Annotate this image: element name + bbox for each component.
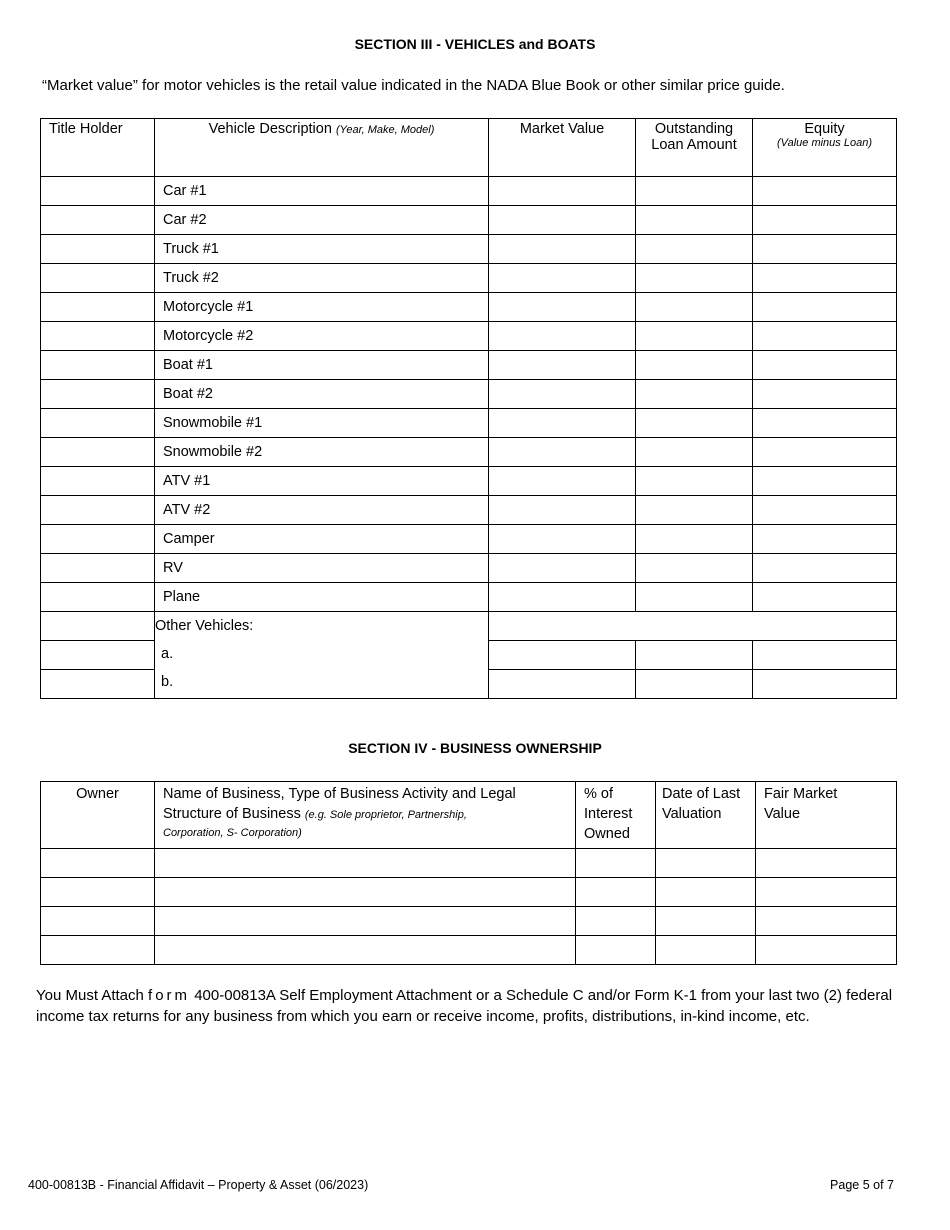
- vehicle-label: Motorcycle #2: [155, 322, 489, 351]
- business-row: [41, 936, 897, 965]
- vehicle-row: [41, 583, 897, 612]
- title-holder-cell[interactable]: [41, 177, 155, 206]
- owner-cell[interactable]: [41, 878, 155, 907]
- equity-cell[interactable]: [753, 409, 897, 438]
- vehicle-row: [41, 322, 897, 351]
- vehicle-row: [41, 409, 897, 438]
- owner-cell[interactable]: [41, 907, 155, 936]
- percent-owned-header: % of Interest Owned: [576, 782, 656, 849]
- other-vehicles-merged-cell: [489, 612, 897, 641]
- loan-amount-header: Outstanding Loan Amount: [636, 119, 753, 177]
- equity-cell[interactable]: [753, 206, 897, 235]
- equity-cell[interactable]: [753, 467, 897, 496]
- title-holder-cell[interactable]: [41, 612, 155, 641]
- market-value-cell[interactable]: [489, 496, 636, 525]
- attachment-notice: You Must Attach form 400-00813A Self Employment Attachment or a Schedule C and/or Form K-1 from your last two (2) federal income tax returns for any business from which you earn or receive income, profits, distributions, in-kind income, etc.: [36, 987, 893, 1025]
- owner-cell[interactable]: [41, 849, 155, 878]
- market-value-cell[interactable]: [489, 409, 636, 438]
- title-holder-header: Title Holder: [41, 119, 155, 177]
- vehicles-table: [40, 118, 897, 699]
- title-holder-cell[interactable]: [41, 293, 155, 322]
- section-3-title: SECTION III - VEHICLES and BOATS: [354, 36, 596, 52]
- vehicle-row: [41, 438, 897, 467]
- valuation-date-header: Date of Last Valuation: [656, 782, 756, 849]
- vehicle-label: Car #1: [155, 177, 489, 206]
- market-value-cell[interactable]: [489, 380, 636, 409]
- vehicle-label: Snowmobile #2: [155, 438, 489, 467]
- vehicle-label: RV: [155, 554, 489, 583]
- loan-amount-cell[interactable]: [636, 235, 753, 264]
- fair-market-value-cell[interactable]: [756, 849, 897, 878]
- market-value-cell[interactable]: [489, 177, 636, 206]
- vehicle-row: [41, 380, 897, 409]
- vehicle-description-header: Vehicle Description (Year, Make, Model): [155, 119, 489, 177]
- vehicle-label: Truck #2: [155, 264, 489, 293]
- loan-amount-cell[interactable]: [636, 583, 753, 612]
- vehicle-row: [41, 351, 897, 380]
- title-holder-cell[interactable]: [41, 351, 155, 380]
- title-holder-cell[interactable]: [41, 670, 155, 699]
- vehicles-header-row: [41, 119, 897, 177]
- equity-cell[interactable]: [753, 235, 897, 264]
- equity-cell[interactable]: [753, 641, 897, 670]
- market-value-cell[interactable]: [489, 438, 636, 467]
- owner-cell[interactable]: [41, 936, 155, 965]
- equity-cell[interactable]: [753, 554, 897, 583]
- equity-cell[interactable]: [753, 670, 897, 699]
- page-number: Page 5 of 7: [830, 1178, 894, 1192]
- percent-owned-cell[interactable]: [576, 849, 656, 878]
- vehicle-label: ATV #2: [155, 496, 489, 525]
- vehicle-row: [41, 467, 897, 496]
- market-value-cell[interactable]: [489, 293, 636, 322]
- equity-cell[interactable]: [753, 177, 897, 206]
- title-holder-cell[interactable]: [41, 206, 155, 235]
- other-vehicles-cell: [155, 612, 489, 699]
- vehicle-label: Camper: [155, 525, 489, 554]
- vehicle-row: [41, 554, 897, 583]
- title-holder-cell[interactable]: [41, 264, 155, 293]
- loan-amount-cell[interactable]: [636, 409, 753, 438]
- other-vehicle-b-label: b.: [161, 674, 174, 690]
- business-row: [41, 878, 897, 907]
- fair-market-value-cell[interactable]: [756, 907, 897, 936]
- title-holder-cell[interactable]: [41, 496, 155, 525]
- vehicle-row: [41, 264, 897, 293]
- market-value-cell[interactable]: [489, 467, 636, 496]
- loan-amount-cell[interactable]: [636, 641, 753, 670]
- valuation-date-cell[interactable]: [656, 849, 756, 878]
- loan-amount-cell[interactable]: [636, 554, 753, 583]
- loan-amount-cell[interactable]: [636, 467, 753, 496]
- market-value-cell[interactable]: [489, 264, 636, 293]
- equity-cell[interactable]: [753, 322, 897, 351]
- vehicle-description-note: (Year, Make, Model): [335, 124, 435, 136]
- form-footer: 400-00813B - Financial Affidavit – Property & Asset (06/2023): [28, 1178, 369, 1192]
- equity-cell[interactable]: [753, 351, 897, 380]
- loan-amount-cell[interactable]: [636, 322, 753, 351]
- vehicle-label: Boat #2: [155, 380, 489, 409]
- loan-amount-cell[interactable]: [636, 351, 753, 380]
- vehicle-row: [41, 293, 897, 322]
- market-value-note: “Market value” for motor vehicles is the retail value indicated in the NADA Blue Book or other similar price guide.: [42, 77, 785, 94]
- valuation-date-cell[interactable]: [656, 878, 756, 907]
- loan-amount-cell[interactable]: [636, 670, 753, 699]
- vehicle-label: Motorcycle #1: [155, 293, 489, 322]
- business-ownership-table: [40, 781, 897, 965]
- fair-market-value-header: Fair Market Value: [756, 782, 897, 849]
- owner-header: Owner: [41, 782, 155, 849]
- other-vehicles-label: Other Vehicles:: [155, 618, 254, 634]
- business-name-header: Name of Business, Type of Business Activity and Legal Structure of Business (e.g. Sole proprietor, Partnership, Corporation, S- Corporation): [155, 782, 576, 849]
- business-header-row: [41, 782, 897, 849]
- equity-cell[interactable]: [753, 583, 897, 612]
- vehicle-row: [41, 235, 897, 264]
- title-holder-cell[interactable]: [41, 409, 155, 438]
- section-4-title: SECTION IV - BUSINESS OWNERSHIP: [348, 740, 602, 756]
- business-name-cell[interactable]: [155, 878, 576, 907]
- loan-amount-cell[interactable]: [636, 525, 753, 554]
- vehicle-label: Snowmobile #1: [155, 409, 489, 438]
- title-holder-cell[interactable]: [41, 322, 155, 351]
- market-value-cell[interactable]: [489, 206, 636, 235]
- other-vehicle-a-label: a.: [161, 646, 174, 662]
- business-name-cell[interactable]: [155, 849, 576, 878]
- vehicle-row: [41, 206, 897, 235]
- equity-cell[interactable]: [753, 438, 897, 467]
- market-value-cell[interactable]: [489, 670, 636, 699]
- loan-amount-cell[interactable]: [636, 496, 753, 525]
- market-value-cell[interactable]: [489, 322, 636, 351]
- loan-amount-cell[interactable]: [636, 264, 753, 293]
- vehicle-row: [41, 525, 897, 554]
- percent-owned-cell[interactable]: [576, 878, 656, 907]
- percent-owned-cell[interactable]: [576, 936, 656, 965]
- title-holder-cell[interactable]: [41, 380, 155, 409]
- market-value-cell[interactable]: [489, 525, 636, 554]
- loan-amount-cell[interactable]: [636, 438, 753, 467]
- title-holder-cell[interactable]: [41, 583, 155, 612]
- equity-header: Equity (Value minus Loan): [753, 119, 897, 177]
- equity-cell[interactable]: [753, 525, 897, 554]
- fair-market-value-cell[interactable]: [756, 936, 897, 965]
- equity-cell[interactable]: [753, 380, 897, 409]
- title-holder-cell[interactable]: [41, 554, 155, 583]
- business-name-cell[interactable]: [155, 907, 576, 936]
- vehicle-label: Truck #1: [155, 235, 489, 264]
- vehicle-label: Plane: [155, 583, 489, 612]
- market-value-cell[interactable]: [489, 583, 636, 612]
- vehicle-label: Boat #1: [155, 351, 489, 380]
- title-holder-cell[interactable]: [41, 438, 155, 467]
- title-holder-cell[interactable]: [41, 525, 155, 554]
- fair-market-value-cell[interactable]: [756, 878, 897, 907]
- title-holder-cell[interactable]: [41, 235, 155, 264]
- business-name-cell[interactable]: [155, 936, 576, 965]
- loan-amount-cell[interactable]: [636, 177, 753, 206]
- business-row: [41, 907, 897, 936]
- vehicle-label: Car #2: [155, 206, 489, 235]
- market-value-header: Market Value: [489, 119, 636, 177]
- equity-cell[interactable]: [753, 496, 897, 525]
- loan-amount-cell[interactable]: [636, 380, 753, 409]
- market-value-cell[interactable]: [489, 351, 636, 380]
- percent-owned-cell[interactable]: [576, 907, 656, 936]
- loan-amount-cell[interactable]: [636, 293, 753, 322]
- business-row: [41, 849, 897, 878]
- market-value-cell[interactable]: [489, 235, 636, 264]
- market-value-cell[interactable]: [489, 554, 636, 583]
- equity-cell[interactable]: [753, 293, 897, 322]
- title-holder-cell[interactable]: [41, 467, 155, 496]
- vehicle-row: [41, 177, 897, 206]
- other-vehicles-row: [41, 612, 897, 641]
- equity-cell[interactable]: [753, 264, 897, 293]
- vehicle-label: ATV #1: [155, 467, 489, 496]
- valuation-date-cell[interactable]: [656, 936, 756, 965]
- market-value-cell[interactable]: [489, 641, 636, 670]
- vehicle-row: [41, 496, 897, 525]
- valuation-date-cell[interactable]: [656, 907, 756, 936]
- title-holder-cell[interactable]: [41, 641, 155, 670]
- loan-amount-cell[interactable]: [636, 206, 753, 235]
